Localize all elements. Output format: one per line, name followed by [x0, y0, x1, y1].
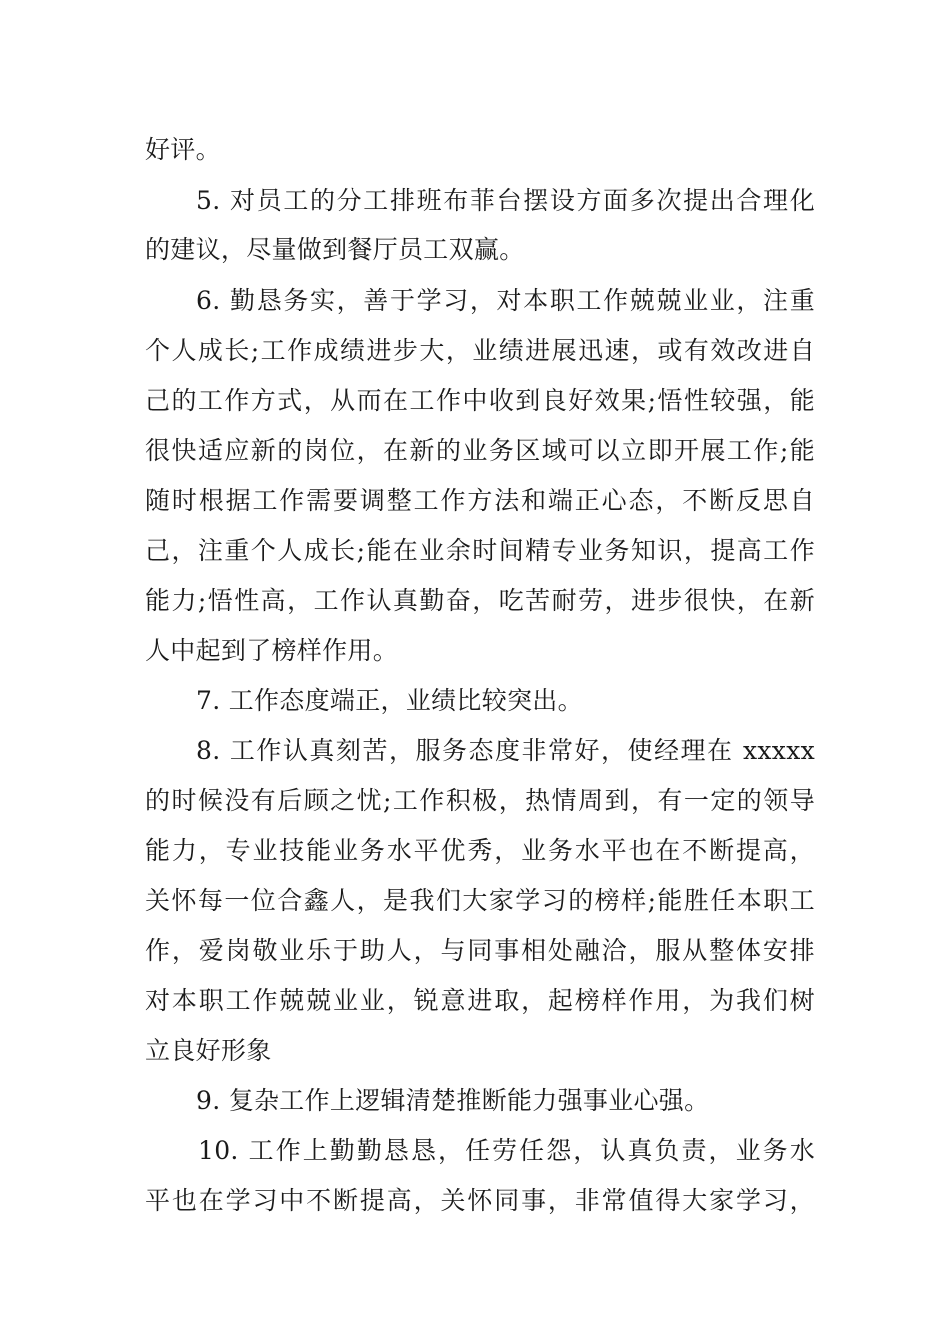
- text-line: 很快适应新的岗位，在新的业务区域可以立即开展工作;能: [145, 436, 815, 465]
- text-line: 己的工作方式，从而在工作中收到良好效果;悟性较强，能: [145, 386, 815, 415]
- text-line: 能力;悟性高，工作认真勤奋，吃苦耐劳，进步很快，在新: [145, 586, 815, 615]
- text-line: 个人成长;工作成绩进步大，业绩进展迅速，或有效改进自: [145, 336, 815, 365]
- text-line: 作，爱岗敬业乐于助人，与同事相处融洽，服从整体安排: [145, 936, 815, 965]
- text-line: 好评。: [145, 135, 221, 164]
- list-item-7-line: 7. 工作态度端正，业绩比较突出。: [196, 686, 583, 715]
- text-line: 随时根据工作需要调整工作方法和端正心态，不断反思自: [145, 486, 815, 515]
- text-line: 能力，专业技能业务水平优秀，业务水平也在不断提高，: [145, 836, 815, 865]
- text-line: 平也在学习中不断提高，关怀同事，非常值得大家学习，: [145, 1186, 815, 1215]
- list-item-5-line: 5. 对员工的分工排班布菲台摆设方面多次提出合理化: [196, 186, 815, 215]
- text-line: 人中起到了榜样作用。: [145, 636, 399, 665]
- text-line: 的时候没有后顾之忧;工作积极，热情周到，有一定的领导: [145, 786, 815, 815]
- text-line: 立良好形象: [145, 1036, 272, 1065]
- list-item-9-line: 9. 复杂工作上逻辑清楚推断能力强事业心强。: [196, 1086, 710, 1115]
- text-line: 关怀每一位合鑫人，是我们大家学习的榜样;能胜任本职工: [145, 886, 815, 915]
- list-item-6-line: 6. 勤恳务实，善于学习，对本职工作兢兢业业，注重: [196, 286, 815, 315]
- text-line: 己，注重个人成长;能在业余时间精专业务知识，提高工作: [145, 536, 815, 565]
- text-line: 对本职工作兢兢业业，锐意进取，起榜样作用，为我们树: [145, 986, 815, 1015]
- list-item-10-line: 10. 工作上勤勤恳恳，任劳任怨，认真负责，业务水: [198, 1136, 815, 1165]
- text-line: 的建议，尽量做到餐厅员工双赢。: [145, 235, 525, 264]
- list-item-8-line: 8. 工作认真刻苦，服务态度非常好，使经理在 xxxxx: [196, 736, 815, 765]
